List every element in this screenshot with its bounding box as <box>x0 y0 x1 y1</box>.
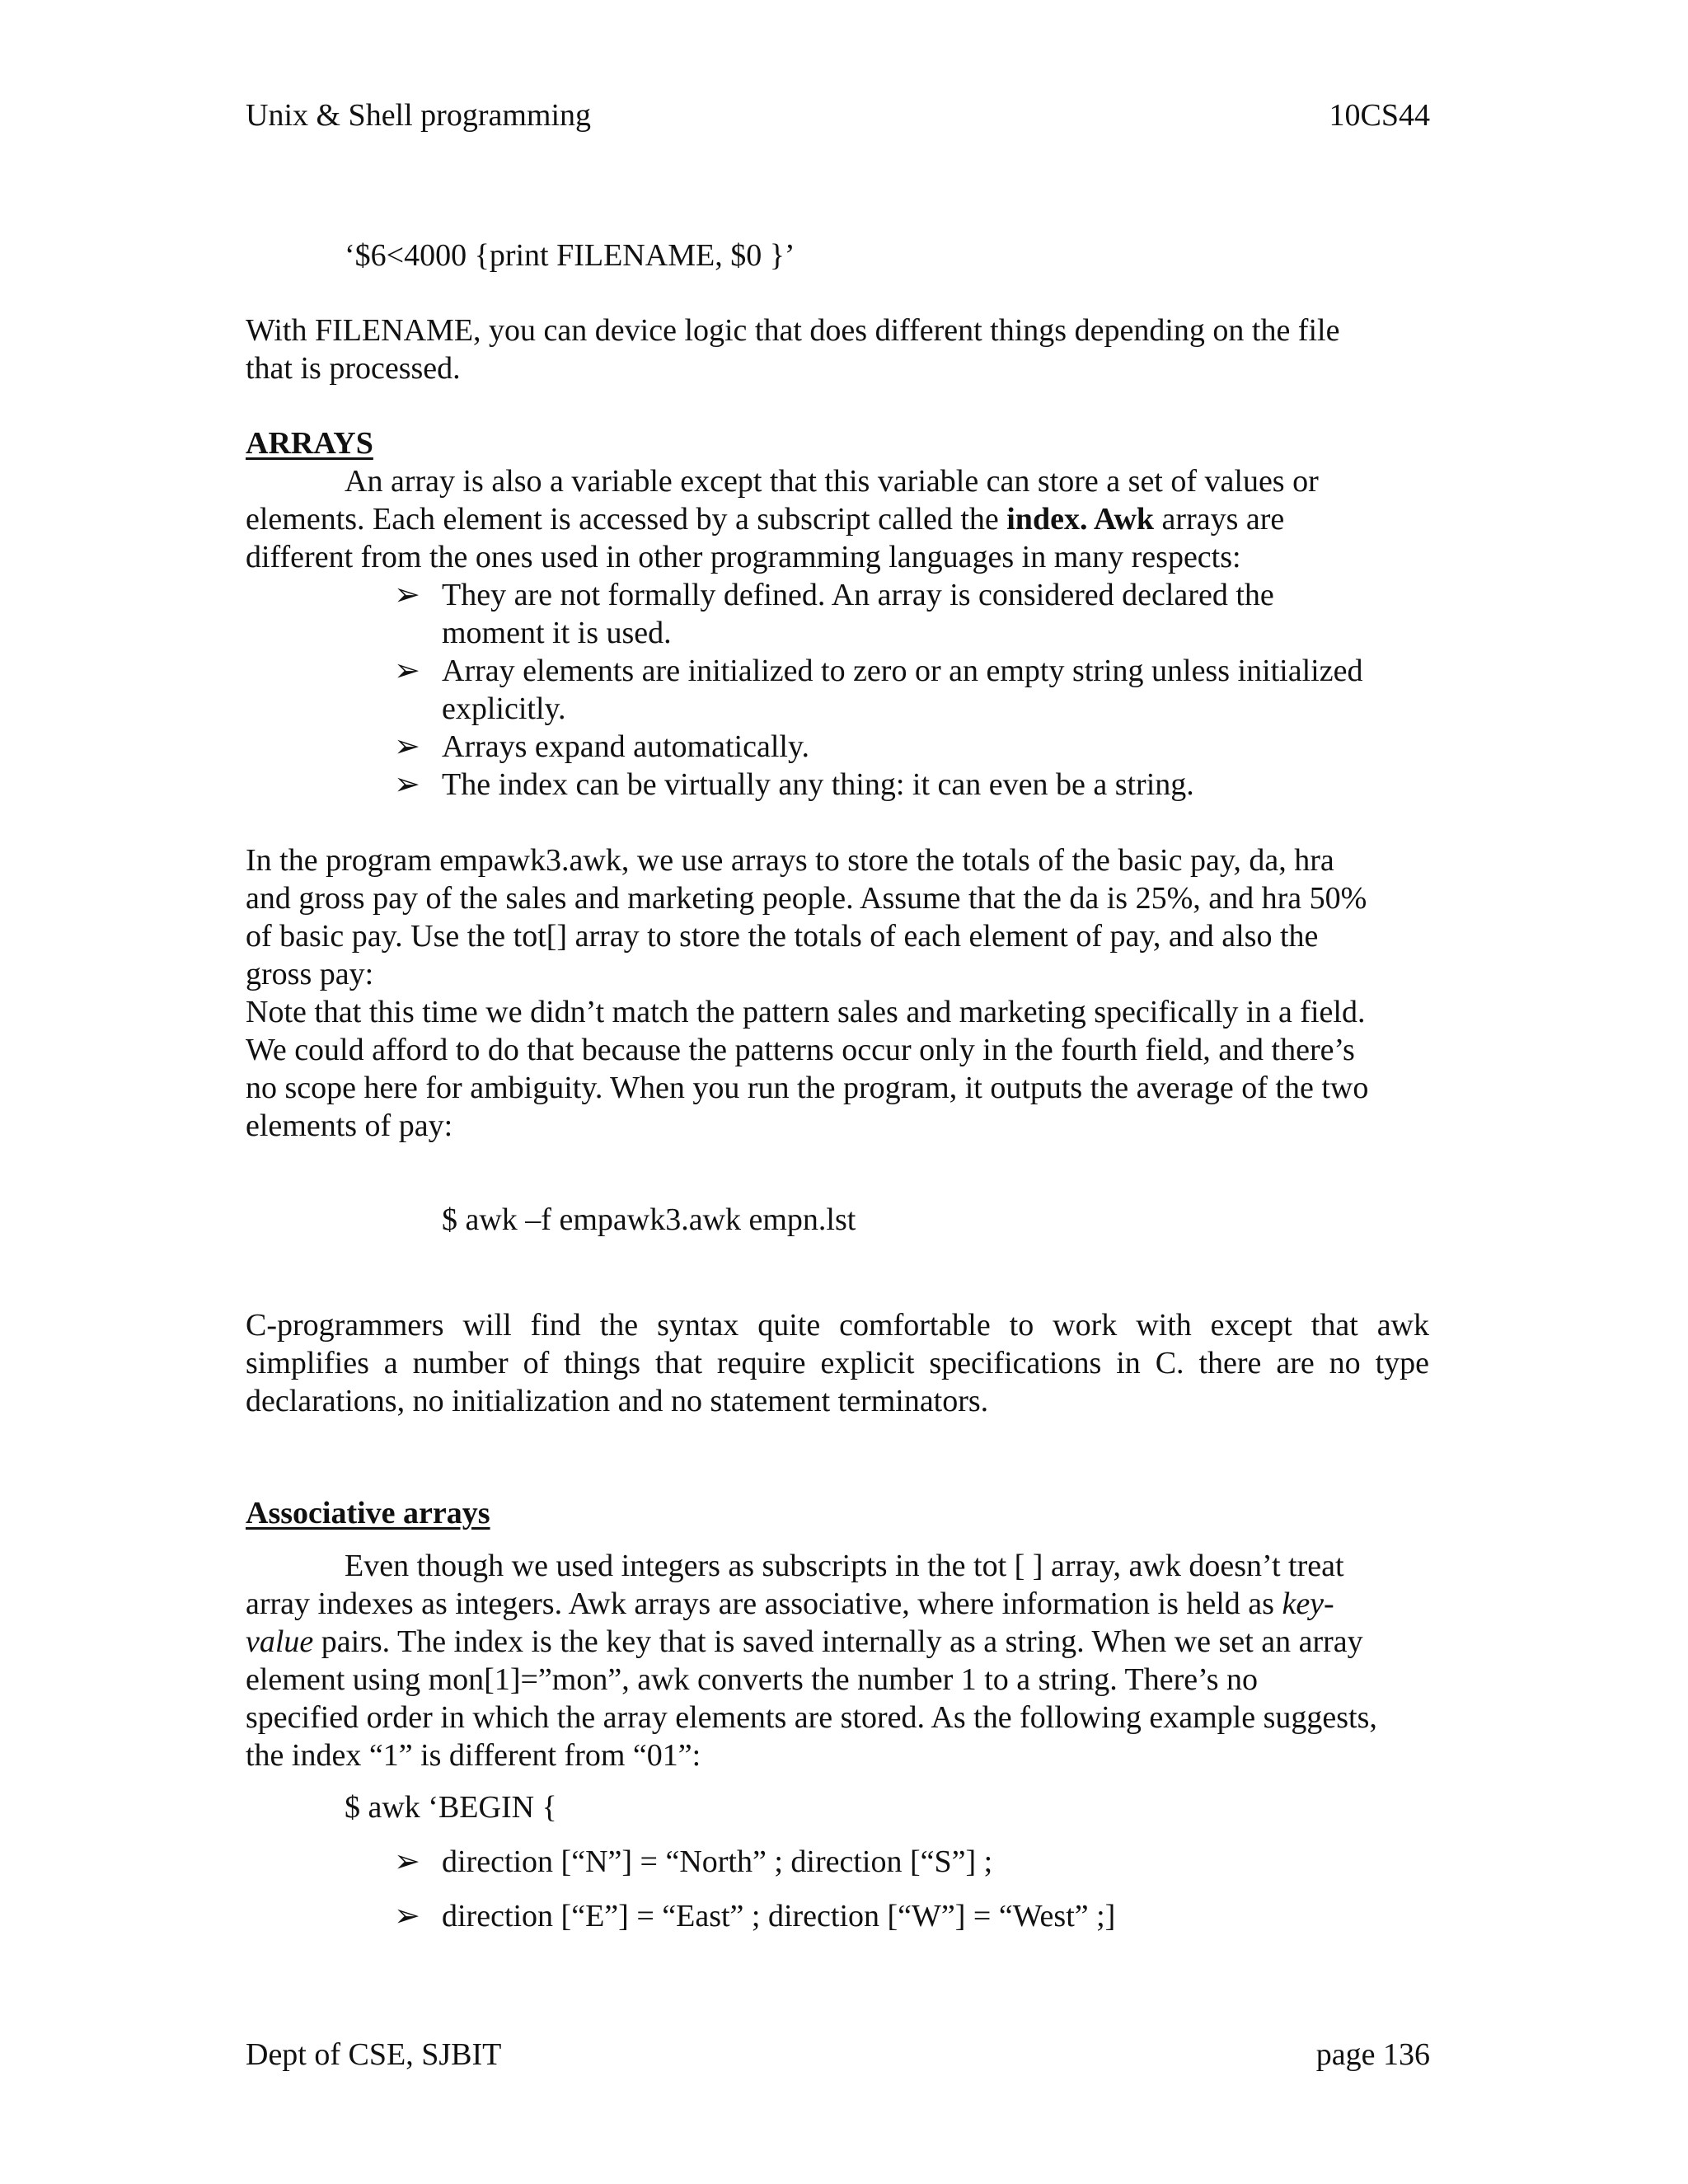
filename-para-line-2: that is processed. <box>246 351 461 386</box>
bullet-arrow-icon: ➢ <box>394 1844 420 1879</box>
value-italic: value <box>246 1624 314 1659</box>
assoc-para-line-5: specified order in which the array elements are stored. As the following example suggests, <box>246 1700 1377 1735</box>
bullet-1-line-2: moment it is used. <box>442 616 672 650</box>
bullet-2-line-2: explicitly. <box>442 691 566 726</box>
arrays-heading: ARRAYS <box>246 426 373 461</box>
bullet-1-line-1: They are not formally defined. An array is considered declared the <box>442 578 1274 612</box>
assoc-para-line-2: array indexes as integers. Awk arrays are associative, where information is held as key- <box>246 1586 1334 1621</box>
index-awk-bold: index. Awk <box>1006 502 1155 537</box>
empawk-para-line-2: and gross pay of the sales and marketing people. Assume that the da is 25%, and hra 50% <box>246 881 1367 916</box>
filename-para-line-1: With FILENAME, you can device logic that does different things depending on the file <box>246 313 1340 348</box>
assoc-para-line-6: the index “1” is different from “01”: <box>246 1738 701 1773</box>
assoc-para-line-3: value pairs. The index is the key that is saved internally as a string. When we set an array <box>246 1624 1363 1659</box>
header-course-title: Unix & Shell programming <box>246 98 592 133</box>
cprog-para-line-1: C-programmers will find the syntax quite comfortable to work with except that awk <box>246 1308 1429 1343</box>
code-line-filename: ‘$6<4000 {print FILENAME, $0 }’ <box>345 238 795 273</box>
empawk-para-line-5: Note that this time we didn’t match the pattern sales and marketing specifically in a field. <box>246 995 1366 1029</box>
arrays-intro-line-1: An array is also a variable except that this variable can store a set of values or <box>345 464 1319 499</box>
empawk-para-line-4: gross pay: <box>246 957 374 991</box>
key-italic: key- <box>1282 1586 1334 1621</box>
code-bullet-1: direction [“N”] = “North” ; direction [“S”] ; <box>442 1844 993 1879</box>
header-course-code: 10CS44 <box>1329 98 1430 133</box>
empawk-para-line-8: elements of pay: <box>246 1108 453 1143</box>
empawk-para-line-1: In the program empawk3.awk, we use arrays to store the totals of the basic pay, da, hra <box>246 843 1334 878</box>
empawk-para-line-7: no scope here for ambiguity. When you run the program, it outputs the average of the two <box>246 1071 1369 1105</box>
cprog-para-line-3: declarations, no initialization and no statement terminators. <box>246 1384 989 1418</box>
associative-arrays-heading: Associative arrays <box>246 1496 490 1530</box>
bullet-arrow-icon: ➢ <box>394 578 420 612</box>
cprog-para-line-2: simplifies a number of things that require explicit specifications in C. there are no type <box>246 1346 1429 1380</box>
assoc-para-line-4: element using mon[1]=”mon”, awk converts the number 1 to a string. There’s no <box>246 1662 1258 1697</box>
empawk-para-line-3: of basic pay. Use the tot[] array to store the totals of each element of pay, and also the <box>246 919 1319 954</box>
awk-command-line: $ awk –f empawk3.awk empn.lst <box>442 1202 856 1237</box>
bullet-arrow-icon: ➢ <box>394 1899 420 1933</box>
footer-page-number: page 136 <box>1315 2037 1430 2072</box>
empawk-para-line-6: We could afford to do that because the patterns occur only in the fourth field, and there’s <box>246 1033 1355 1067</box>
bullet-3-line-1: Arrays expand automatically. <box>442 729 809 764</box>
bullet-arrow-icon: ➢ <box>394 654 420 688</box>
bullet-arrow-icon: ➢ <box>394 767 420 802</box>
arrays-intro-line-3: different from the ones used in other programming languages in many respects: <box>246 540 1241 574</box>
code-begin-line: $ awk ‘BEGIN { <box>345 1790 557 1825</box>
bullet-arrow-icon: ➢ <box>394 729 420 764</box>
bullet-4-line-1: The index can be virtually any thing: it can even be a string. <box>442 767 1194 802</box>
code-bullet-2: direction [“E”] = “East” ; direction [“W”] = “West” ;] <box>442 1899 1116 1933</box>
assoc-para-line-1: Even though we used integers as subscripts in the tot [ ] array, awk doesn’t treat <box>345 1549 1344 1583</box>
arrays-intro-line-2: elements. Each element is accessed by a subscript called the index. Awk arrays are <box>246 502 1285 537</box>
bullet-2-line-1: Array elements are initialized to zero or an empty string unless initialized <box>442 654 1363 688</box>
footer-dept: Dept of CSE, SJBIT <box>246 2037 502 2072</box>
